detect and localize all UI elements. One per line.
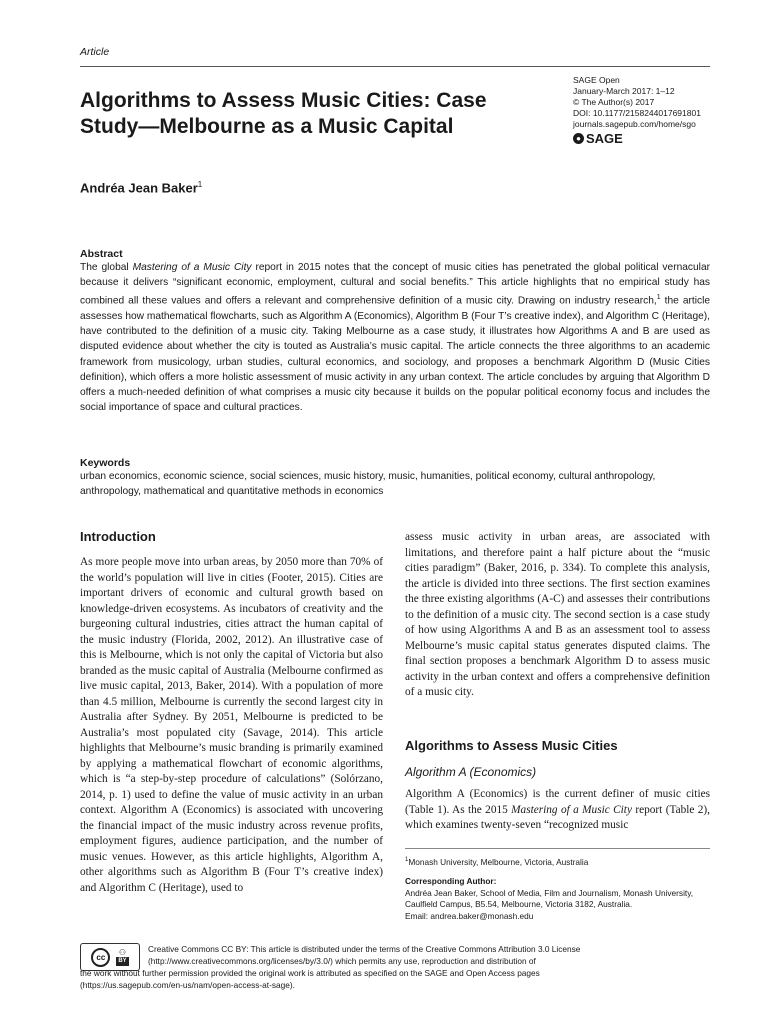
corresponding-heading: Corresponding Author: <box>405 876 497 886</box>
journal-copyright: © The Author(s) 2017 <box>573 97 655 107</box>
license-line-2[interactable]: (http://www.creativecommons.org/licenses/by/3.0/) which permits any use, reproduction and distribution of <box>148 956 536 966</box>
sage-logo <box>573 131 623 146</box>
header-rule <box>80 66 710 67</box>
author-name: Andréa Jean Baker <box>80 180 198 196</box>
sage-logo-mark-icon: ● <box>573 133 584 144</box>
affiliation-footnote: $^1$Monash University, Melbourne, Victoria, Australia <box>405 856 589 867</box>
keywords-section <box>80 457 710 499</box>
license-line-4[interactable]: (https://us.sagepub.com/en-us/nam/open-access-at-sage). <box>80 980 295 990</box>
license-line-1: Creative Commons CC BY: This article is distributed under the terms of the Creative Commons Attribution 3.0 License <box>148 944 581 954</box>
author-affil-mark: 1 <box>197 180 203 189</box>
abstract-body: The global Mastering of a Music City report in 2015 notes that the concept of music cities has penetrated the global political vernacular because it delivers “significant economic, employment, cultural and social benefits.” This article highlights that no empirical study has combined all these values and offers a relevant and comprehensive definition of a music city. Drawing on industry research,$^1$ the article assesses how mathematical flowcharts, such as Algorithm A (Economics), Algorithm B (Four T’s creative index), and Algorithm C (Heritage), have contributed to the definition of a music city. Taking Melbourne as a case study, it illustrates how Algorithms A and B are used as disputed evidence about whether the city is touted as Australia’s music capital. The article connects the three algorithms to an academic framework from musicology, urban studies, cultural economics, and sociology, and proposes a benchmark Algorithm D (Music Cities definition), which offers a more holistic assessment of music activity in any urban context. The article concludes by arguing that Algorithm D offers a much-needed definition of what comprises a music city because it builds on the popular political economy focus and includes the social importance of space and cultural practices. <box>80 262 711 414</box>
algorithm-a-subheading: Algorithm A (Economics) <box>405 765 537 779</box>
cc-icon: cc <box>91 948 110 967</box>
corresponding-address: Andréa Jean Baker, School of Media, Film and Journalism, Monash University, Caulfield Campus, B5.54, Melbourne, Victoria 3182, Australia. <box>405 887 694 909</box>
article-type-label: Article <box>80 46 110 58</box>
introduction-heading: Introduction <box>80 529 156 544</box>
cc-by-badge[interactable] <box>80 943 140 971</box>
abstract-heading: Abstract <box>80 248 123 260</box>
license-line-3: the work without further permission provided the original work is attributed as specified on the SAGE and Open Access pages <box>80 968 540 978</box>
author-line <box>80 180 202 195</box>
algorithm-a-body: Algorithm A (Economics) is the current definer of music cities (Table 1). As the 2015 Mastering of a Music City report (Table 2), which examines twenty-seven “recognized music <box>405 788 710 831</box>
keywords-heading: Keywords <box>80 457 131 469</box>
corresponding-email[interactable]: Email: andrea.baker@monash.edu <box>405 910 534 921</box>
abstract-section <box>80 248 710 415</box>
algorithms-heading: Algorithms to Assess Music Cities <box>405 738 618 753</box>
intro-body-right: assess music activity in urban areas, are associated with limitations, and therefore paint a half picture about the “music cities paradigm” (Baker, 2016, p. 334). To complete this analysis, the article is divided into three sections. The first section examines the three existing algorithms (A-C) and assesses their contributions to the definition of a music city. The second section is a case study of how using Algorithms A and B as an assessment tool to assess Melbourne’s music capital status generates disputed claims. The final section proposes a benchmark Algorithm D to assess music activity in the urban context and offers a comprehensive definition of a music city. <box>405 531 710 698</box>
intro-body-left: As more people move into urban areas, by 2050 more than 70% of the world’s population will live in cities (Footer, 2015). Cities are important drivers of economic and cultural growth based on knowledge-driven ecosystems. As incubators of creativity and the burgeoning cultural industries, cities attract the human capital of the music industry (Florida, 2002, 2012). An illustrative case of this is Melbourne, which is not only the capital of Victoria but also branded as the music capital of Australia (Melbourne confirmed as live music capital, 2013, Baker, 2014). With a population of more than 4.5 million, Melbourne is currently the second largest city in Australia after Sydney. By 2051, Melbourne is predicted to be Australia’s most populated city (Savage, 2014). This article highlights that Melbourne’s music branding is primarily examined by applying a mathematical flowchart of economic algorithms, which is “a step-by-step procedure of calculations” (Solórzano, 2014, p. 1) used to define the value of music activity in an urban context. Algorithm A (Economics) is associated with uncovering the financial impact of the music industry across revenue profits, employment figures, audience participation, and the number of music venues. However, as this article highlights, Algorithm A, other algorithms such as Algorithm B (Four T’s creative index) and Algorithm C (Heritage), used to <box>80 556 383 894</box>
journal-name: SAGE Open <box>573 75 620 85</box>
journal-info <box>573 75 701 130</box>
journal-issue: January-March 2017: 1–12 <box>573 86 675 96</box>
paper-title: Algorithms to Assess Music Cities: Case Study—Melbourne as a Music Capital <box>80 89 487 138</box>
corresponding-author <box>405 876 710 922</box>
person-icon: ⚇ <box>118 948 127 957</box>
journal-doi[interactable]: DOI: 10.1177/2158244017691801 <box>573 108 701 118</box>
keywords-list: urban economics, economic science, social sciences, music history, music, humanities, political economy, cultural anthropology, anthropology, mathematical and quantitative methods in economics <box>80 471 656 498</box>
footnote-rule <box>405 848 710 849</box>
journal-url[interactable]: journals.sagepub.com/home/sgo <box>573 119 696 129</box>
sage-logo-text: SAGE <box>586 131 623 146</box>
by-icon: ⚇ BY <box>118 948 127 964</box>
